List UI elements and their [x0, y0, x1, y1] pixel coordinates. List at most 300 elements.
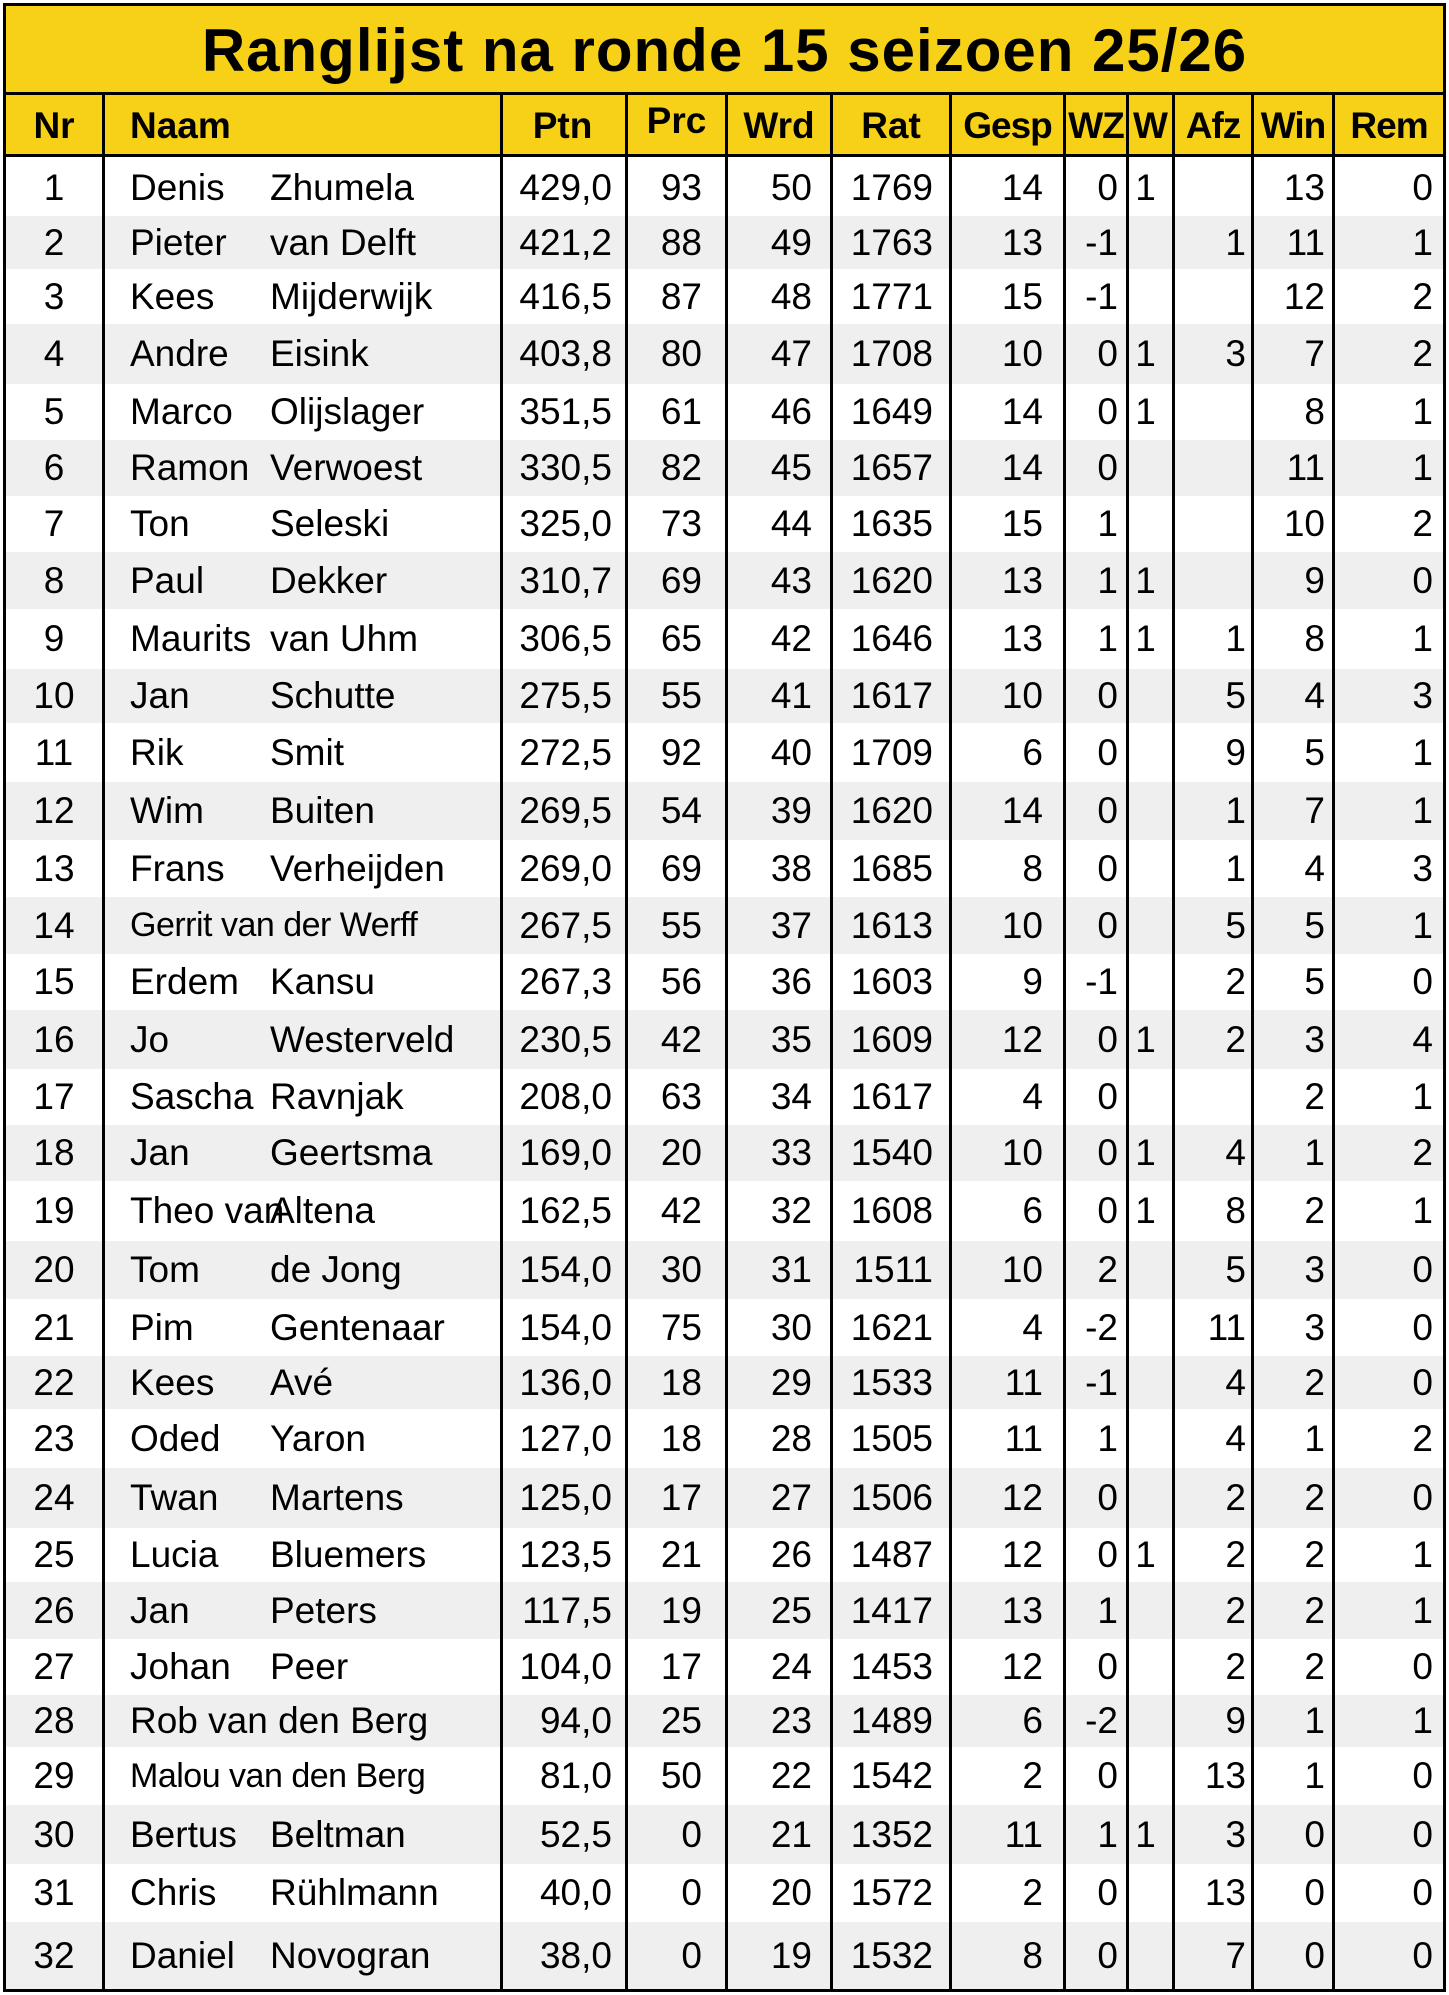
wz-cell: 1: [1097, 1589, 1118, 1631]
player-last-name-cell: Seleski: [270, 503, 390, 544]
wrd-cell: 43: [770, 559, 812, 601]
win-cell: 1: [1304, 1755, 1325, 1796]
win-cell: 8: [1304, 618, 1325, 659]
win-cell: 3: [1304, 1306, 1325, 1348]
player-last-name-cell: Mijderwijk: [270, 275, 433, 317]
afz-cell: 8: [1225, 1190, 1246, 1231]
win-cell: 1: [1304, 1417, 1325, 1459]
rem-cell: 1: [1412, 731, 1433, 773]
rem-cell: 1: [1412, 904, 1433, 946]
rat-cell: 1608: [850, 1190, 933, 1231]
gesp-cell: 12: [1001, 1646, 1043, 1687]
rat-cell: 1649: [850, 391, 933, 432]
ptn-cell: 154,0: [519, 1249, 612, 1290]
page-title: Ranglijst na ronde 15 seizoen 25/26: [6, 6, 1443, 95]
ptn-cell: 81,0: [539, 1755, 612, 1796]
rem-cell: 2: [1412, 333, 1433, 374]
win-cell: 1: [1304, 1700, 1325, 1741]
rat-cell: 1609: [850, 1018, 933, 1060]
prc-cell: 0: [681, 1934, 702, 1976]
win-cell: 3: [1304, 1249, 1325, 1290]
wrd-cell: 50: [770, 167, 812, 208]
rank-cell: 17: [33, 1076, 75, 1117]
rat-cell: 1635: [850, 503, 933, 544]
rem-cell: 1: [1412, 618, 1433, 659]
player-last-name-cell: de Jong: [270, 1249, 402, 1290]
wz-cell: 0: [1097, 1018, 1118, 1060]
w-cell: [1124, 954, 1167, 1010]
gesp-cell: 4: [1022, 1306, 1043, 1348]
ptn-cell: 325,0: [519, 503, 612, 544]
ptn-cell: 104,0: [519, 1646, 612, 1687]
rem-cell: 0: [1412, 1934, 1433, 1976]
gesp-cell: 10: [1001, 333, 1043, 374]
gesp-cell: 11: [1004, 1813, 1043, 1855]
col-header-rat: Rat: [861, 105, 921, 146]
wrd-cell: 26: [770, 1534, 812, 1575]
rat-cell: 1617: [850, 1076, 933, 1117]
rat-cell: 1533: [850, 1361, 933, 1403]
wrd-cell: 46: [770, 391, 812, 432]
rem-cell: 0: [1412, 167, 1433, 208]
prc-cell: 42: [660, 1190, 702, 1231]
rat-cell: 1511: [853, 1249, 933, 1290]
ptn-cell: 154,0: [519, 1306, 612, 1348]
player-first-name-cell: Johan: [130, 1646, 231, 1687]
afz-cell: 5: [1225, 904, 1246, 946]
w-cell: [1124, 1241, 1167, 1299]
col-header-afz: Afz: [1185, 105, 1241, 146]
prc-cell: 20: [660, 1132, 702, 1173]
ptn-cell: 351,5: [519, 391, 612, 432]
gesp-cell: 15: [1001, 275, 1043, 317]
player-first-name-cell: Ton: [130, 503, 190, 544]
ptn-cell: 123,5: [519, 1534, 612, 1575]
player-last-name-cell: van Delft: [270, 221, 417, 263]
afz-cell: 2: [1225, 1589, 1246, 1631]
w-cell: [1124, 723, 1167, 782]
wz-cell: 0: [1097, 1477, 1118, 1518]
wz-cell: 0: [1097, 1872, 1118, 1913]
w-cell: 1: [1135, 1132, 1156, 1173]
player-first-name-cell: Twan: [130, 1477, 219, 1518]
rank-cell: 4: [43, 333, 65, 374]
prc-cell: 17: [660, 1646, 702, 1687]
gesp-cell: 12: [1001, 1018, 1043, 1060]
wz-cell: 1: [1097, 503, 1118, 544]
wrd-cell: 42: [770, 618, 812, 659]
player-first-name-cell: Oded: [130, 1417, 221, 1459]
player-first-name-cell: Erdem: [130, 961, 239, 1002]
w-cell: [1124, 1864, 1167, 1922]
rem-cell: 1: [1412, 1534, 1433, 1575]
rem-cell: 0: [1412, 1813, 1433, 1855]
player-first-name-cell: Wim: [130, 790, 204, 831]
player-last-name-cell: Yaron: [270, 1417, 366, 1459]
w-cell: [1124, 782, 1167, 840]
ptn-cell: 403,8: [519, 333, 612, 374]
gesp-cell: 4: [1022, 1076, 1043, 1117]
wrd-cell: 33: [770, 1132, 812, 1173]
player-first-name-cell: Jo: [130, 1018, 170, 1060]
ptn-cell: 136,0: [519, 1361, 612, 1403]
player-first-name-cell: Kees: [130, 275, 215, 317]
w-cell: [1124, 1582, 1167, 1639]
rank-cell: 15: [33, 961, 75, 1002]
wz-cell: -1: [1085, 275, 1118, 317]
w-cell: [1124, 269, 1167, 324]
rat-cell: 1769: [850, 167, 933, 208]
w-cell: 1: [1135, 333, 1156, 374]
w-cell: [1124, 216, 1167, 269]
player-last-name-cell: Ravnjak: [270, 1076, 404, 1117]
rem-cell: 2: [1412, 1417, 1433, 1459]
rank-cell: 10: [33, 675, 75, 716]
player-first-name-cell: Maurits: [130, 618, 252, 659]
wrd-cell: 23: [770, 1700, 812, 1741]
w-cell: [1124, 1356, 1167, 1409]
win-cell: 7: [1304, 790, 1325, 831]
rat-cell: 1708: [850, 333, 933, 374]
ptn-cell: 52,5: [539, 1813, 612, 1855]
rem-cell: 1: [1412, 447, 1433, 488]
wrd-cell: 36: [770, 961, 812, 1002]
col-header-prc: Prc: [646, 100, 707, 141]
wz-cell: -1: [1085, 961, 1118, 1002]
gesp-cell: 12: [1001, 1534, 1043, 1575]
player-last-name-cell: Eisink: [270, 333, 369, 374]
rank-cell: 23: [33, 1417, 75, 1459]
column-divider: [1332, 95, 1335, 1989]
wz-cell: 0: [1097, 1755, 1118, 1796]
player-first-name-cell: Rik: [130, 731, 184, 773]
rem-cell: 0: [1412, 1872, 1433, 1913]
rem-cell: 3: [1412, 847, 1433, 889]
win-cell: 12: [1283, 275, 1325, 317]
afz-cell: 2: [1225, 1646, 1246, 1687]
gesp-cell: 10: [1001, 1132, 1043, 1173]
wrd-cell: 19: [770, 1934, 812, 1976]
player-last-name-cell: Zhumela: [270, 167, 414, 208]
rem-cell: 0: [1412, 559, 1433, 601]
rem-cell: 1: [1412, 1589, 1433, 1631]
wrd-cell: 49: [770, 221, 812, 263]
column-divider: [500, 95, 503, 1989]
rat-cell: 1620: [850, 559, 933, 601]
rat-cell: 1532: [850, 1934, 933, 1976]
gesp-cell: 11: [1004, 1361, 1043, 1403]
win-cell: 2: [1304, 1361, 1325, 1403]
afz-cell: 2: [1225, 1018, 1246, 1060]
rank-cell: 21: [33, 1306, 75, 1348]
rem-cell: 2: [1412, 275, 1433, 317]
win-cell: 2: [1304, 1589, 1325, 1631]
rank-cell: 31: [33, 1872, 75, 1913]
gesp-cell: 8: [1022, 847, 1043, 889]
wz-cell: 0: [1097, 1132, 1118, 1173]
rat-cell: 1771: [850, 275, 933, 317]
rank-cell: 16: [33, 1018, 75, 1060]
ptn-cell: 162,5: [519, 1190, 612, 1231]
wz-cell: 0: [1097, 333, 1118, 374]
afz-cell: 1: [1225, 847, 1246, 889]
w-cell: [1124, 440, 1167, 496]
wrd-cell: 40: [770, 731, 812, 773]
player-first-name-cell: Lucia: [130, 1534, 219, 1575]
rank-cell: 18: [33, 1132, 75, 1173]
gesp-cell: 2: [1022, 1755, 1043, 1796]
rat-cell: 1613: [850, 904, 933, 946]
player-last-name-cell: Peer: [270, 1646, 349, 1687]
rank-cell: 14: [33, 904, 75, 946]
gesp-cell: 13: [1001, 559, 1043, 601]
win-cell: 5: [1304, 961, 1325, 1002]
wz-cell: -1: [1085, 1361, 1118, 1403]
gesp-cell: 13: [1001, 618, 1043, 659]
wrd-cell: 45: [770, 447, 812, 488]
rem-cell: 3: [1412, 675, 1433, 716]
afz-cell: 2: [1225, 1534, 1246, 1575]
wz-cell: 0: [1097, 1534, 1118, 1575]
column-divider: [625, 95, 628, 1989]
afz-cell: 4: [1225, 1361, 1246, 1403]
rat-cell: 1646: [850, 618, 933, 659]
player-name-cell: Rob van den Berg: [130, 1700, 429, 1741]
afz-cell: 5: [1225, 1249, 1246, 1290]
player-last-name-cell: Beltman: [270, 1813, 406, 1855]
afz-cell: 2: [1225, 1477, 1246, 1518]
prc-cell: 0: [681, 1813, 702, 1855]
w-cell: [1124, 1922, 1167, 1989]
afz-cell: 2: [1225, 961, 1246, 1002]
rat-cell: 1709: [850, 731, 933, 773]
player-last-name-cell: Gentenaar: [270, 1306, 445, 1348]
player-last-name-cell: Olijslager: [270, 391, 425, 432]
prc-cell: 55: [660, 675, 702, 716]
w-cell: [1124, 1639, 1167, 1695]
wrd-cell: 25: [770, 1589, 812, 1631]
wz-cell: 0: [1097, 167, 1118, 208]
ptn-cell: 125,0: [519, 1477, 612, 1518]
wz-cell: 0: [1097, 447, 1118, 488]
rat-cell: 1572: [850, 1872, 933, 1913]
player-first-name-cell: Denis: [130, 167, 225, 208]
w-cell: 1: [1135, 1813, 1156, 1855]
wrd-cell: 30: [770, 1306, 812, 1348]
wrd-cell: 28: [770, 1417, 812, 1459]
wrd-cell: 27: [770, 1477, 812, 1518]
player-last-name-cell: Avé: [270, 1361, 334, 1403]
afz-cell: 4: [1225, 1417, 1246, 1459]
rem-cell: 1: [1412, 1076, 1433, 1117]
column-divider: [102, 95, 105, 1989]
gesp-cell: 13: [1001, 221, 1043, 263]
win-cell: 11: [1286, 447, 1325, 488]
rank-cell: 6: [43, 447, 65, 488]
afz-cell: 9: [1225, 1700, 1246, 1741]
ptn-cell: 269,5: [519, 790, 612, 831]
wrd-cell: 47: [770, 333, 812, 374]
rem-cell: 1: [1412, 1700, 1433, 1741]
rem-cell: 2: [1412, 503, 1433, 544]
rank-cell: 5: [43, 391, 65, 432]
rank-cell: 24: [33, 1477, 75, 1518]
col-header-gesp: Gesp: [963, 105, 1052, 146]
win-cell: 9: [1304, 559, 1325, 601]
rank-cell: 32: [33, 1934, 75, 1976]
wrd-cell: 44: [770, 503, 812, 544]
rank-cell: 1: [43, 167, 65, 208]
prc-cell: 17: [660, 1477, 702, 1518]
rank-cell: 3: [43, 275, 65, 317]
afz-cell: 1: [1225, 618, 1246, 659]
rat-cell: 1542: [850, 1755, 933, 1796]
wz-cell: 0: [1097, 1076, 1118, 1117]
afz-cell: 4: [1225, 1132, 1246, 1173]
prc-cell: 56: [660, 961, 702, 1002]
rank-cell: 20: [33, 1249, 75, 1290]
rank-cell: 8: [43, 559, 65, 601]
column-divider: [1172, 95, 1175, 1989]
ptn-cell: 269,0: [519, 847, 612, 889]
player-last-name-cell: Westerveld: [270, 1018, 455, 1060]
wz-cell: 0: [1097, 391, 1118, 432]
afz-cell: [1184, 440, 1246, 496]
col-header-ptn: Ptn: [532, 105, 593, 146]
rank-cell: 12: [33, 790, 75, 831]
player-first-name-cell: Marco: [130, 391, 233, 432]
rank-cell: 19: [33, 1190, 75, 1231]
player-first-name-cell: Jan: [130, 675, 190, 716]
player-last-name-cell: Kansu: [270, 961, 375, 1002]
rank-cell: 22: [33, 1361, 75, 1403]
prc-cell: 0: [681, 1872, 702, 1913]
player-last-name-cell: Verheijden: [270, 847, 445, 889]
afz-cell: 11: [1207, 1306, 1246, 1348]
rem-cell: 4: [1412, 1018, 1433, 1060]
player-last-name-cell: Peters: [270, 1589, 377, 1631]
win-cell: 0: [1304, 1813, 1325, 1855]
afz-cell: [1184, 496, 1246, 552]
gesp-cell: 14: [1001, 167, 1043, 208]
wrd-cell: 20: [770, 1872, 812, 1913]
rat-cell: 1603: [850, 961, 933, 1002]
ptn-cell: 330,5: [519, 447, 612, 488]
col-header-win: Win: [1260, 105, 1326, 146]
prc-cell: 65: [660, 618, 702, 659]
player-first-name-cell: Bertus: [130, 1813, 237, 1855]
win-cell: 0: [1304, 1872, 1325, 1913]
column-divider: [1063, 95, 1066, 1989]
wrd-cell: 38: [770, 847, 812, 889]
ptn-cell: 267,3: [519, 961, 612, 1002]
prc-cell: 93: [660, 167, 702, 208]
prc-cell: 92: [660, 731, 702, 773]
player-last-name-cell: Martens: [270, 1477, 404, 1518]
rat-cell: 1505: [850, 1417, 933, 1459]
gesp-cell: 13: [1001, 1589, 1043, 1631]
player-first-name-cell: Pieter: [130, 221, 227, 263]
rem-cell: 0: [1412, 1477, 1433, 1518]
win-cell: 7: [1304, 333, 1325, 374]
wrd-cell: 34: [770, 1076, 812, 1117]
rank-cell: 2: [43, 221, 65, 263]
wrd-cell: 32: [770, 1190, 812, 1231]
win-cell: 4: [1304, 675, 1325, 716]
ptn-cell: 117,5: [522, 1589, 612, 1631]
afz-cell: [1184, 269, 1246, 324]
w-cell: [1124, 840, 1167, 897]
wz-cell: 1: [1097, 559, 1118, 601]
wz-cell: 0: [1097, 1646, 1118, 1687]
column-divider: [725, 95, 728, 1989]
wz-cell: 0: [1097, 790, 1118, 831]
player-last-name-cell: Rühlmann: [270, 1872, 439, 1913]
rank-cell: 26: [33, 1589, 75, 1631]
player-last-name-cell: Dekker: [270, 559, 388, 601]
player-last-name-cell: Verwoest: [270, 447, 423, 488]
player-last-name-cell: Buiten: [270, 790, 375, 831]
win-cell: 5: [1304, 731, 1325, 773]
prc-cell: 82: [660, 447, 702, 488]
wz-cell: 0: [1097, 1190, 1118, 1231]
win-cell: 3: [1304, 1018, 1325, 1060]
win-cell: 5: [1304, 904, 1325, 946]
player-first-name-cell: Frans: [130, 847, 225, 889]
gesp-cell: 6: [1022, 1190, 1043, 1231]
player-first-name-cell: Pim: [130, 1306, 194, 1348]
ptn-cell: 230,5: [519, 1018, 612, 1060]
afz-cell: [1184, 384, 1246, 440]
wrd-cell: 37: [770, 904, 812, 946]
gesp-cell: 14: [1001, 447, 1043, 488]
w-cell: 1: [1135, 618, 1156, 659]
gesp-cell: 12: [1001, 1477, 1043, 1518]
wz-cell: 0: [1097, 675, 1118, 716]
wz-cell: 0: [1097, 904, 1118, 946]
player-first-name-cell: Tom: [130, 1249, 200, 1290]
col-header-w: W: [1133, 105, 1168, 146]
player-last-name-cell: Geertsma: [270, 1132, 433, 1173]
rat-cell: 1685: [850, 847, 933, 889]
prc-cell: 18: [660, 1417, 702, 1459]
w-cell: 1: [1135, 559, 1156, 601]
rat-cell: 1540: [850, 1132, 933, 1173]
afz-cell: [1184, 160, 1246, 216]
rat-cell: 1657: [850, 447, 933, 488]
player-last-name-cell: Bluemers: [270, 1534, 427, 1575]
ptn-cell: 38,0: [539, 1934, 612, 1976]
col-header-wrd: Wrd: [743, 105, 815, 146]
w-cell: [1124, 1299, 1167, 1356]
rem-cell: 0: [1412, 961, 1433, 1002]
rank-cell: 29: [33, 1755, 75, 1796]
afz-cell: 13: [1204, 1872, 1246, 1913]
player-last-name-cell: van Uhm: [270, 618, 419, 659]
prc-cell: 73: [660, 503, 702, 544]
player-first-name-cell: Kees: [130, 1361, 215, 1403]
gesp-cell: 11: [1004, 1417, 1043, 1459]
player-first-name-cell: Paul: [130, 559, 205, 601]
player-first-name-cell: Jan: [130, 1132, 190, 1173]
rat-cell: 1506: [850, 1477, 933, 1518]
w-cell: [1124, 1069, 1167, 1125]
wrd-cell: 48: [770, 275, 812, 317]
rem-cell: 0: [1412, 1646, 1433, 1687]
w-cell: 1: [1135, 167, 1156, 208]
afz-cell: 1: [1225, 221, 1246, 263]
ptn-cell: 421,2: [519, 221, 612, 263]
